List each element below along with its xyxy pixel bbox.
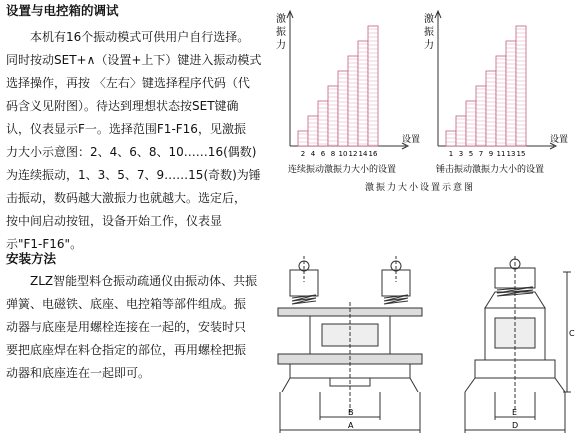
x-tick-label: 5 [468,150,474,158]
x-tick-label: 1 [448,150,454,158]
x-axis-label: 设置 [550,135,569,145]
text-line: 同时按动SET+∧（设置+上下）键进入振动模式 [6,53,262,67]
text-line: 动器与底座是用螺栓连接在一起的，安装时只 [6,320,247,334]
bar [446,131,456,146]
text-line: 认，仪表显示F一。选择范围F1-F16，见激振 [6,122,246,136]
y-axis-label-char: 激 [276,14,286,25]
x-tick-label: 14 [358,150,368,158]
dimension-label-E: E [512,408,518,417]
text-line: 为连续振动，1、3、5、7、9……15(奇数)为锤 [6,168,261,182]
text-line: 要把底座焊在料仓指定的部位，再用螺栓把振 [6,343,247,357]
section-title-setup: 设置与电控箱的调试 [6,3,119,18]
text-line: 弹簧、电磁铁、底座、电控箱等部件组成。振 [6,297,247,311]
y-axis-label-char: 力 [276,40,286,51]
x-tick-label: 2 [300,150,306,158]
text-line: 码含义见附图）。待达到理想状态按SET键确 [6,99,239,113]
chart-hammer [424,11,568,175]
bar [506,41,516,146]
section-title-install: 安装方法 [6,251,57,266]
bar [516,26,526,146]
bar [486,71,496,146]
x-axis-label: 设置 [402,135,421,145]
bar [466,101,476,146]
text-line: 选择操作，再按 〈左右〉键选择程序代码（代 [6,76,250,90]
bar [358,41,368,146]
text-line: 本机有16个振动模式可供用户自行选择。 [30,30,250,44]
chart-continuous [276,11,420,175]
bar [496,56,506,146]
y-axis-label-char: 振 [424,27,434,38]
x-tick-label: 3 [458,150,464,158]
text-line: 力大小示意图：2、4、6、8、10……16(偶数) [6,145,257,159]
x-tick-label: 9 [488,150,494,158]
y-axis-label-char: 力 [424,40,434,51]
x-tick-label: 11 [496,150,506,158]
bar [338,71,348,146]
bar [318,101,328,146]
chart-caption: 连续振动激振力大小的设置 [287,165,397,175]
x-tick-label: 6 [320,150,326,158]
x-tick-label: 15 [516,150,526,158]
figure-caption: 激振力大小设置示意图 [364,183,476,193]
x-tick-label: 4 [310,150,316,158]
x-tick-label: 8 [330,150,336,158]
x-tick-label: 12 [348,150,358,158]
text-line: ZLZ智能型料仓振动疏通仪由振动体、共振 [30,274,258,288]
dimension-label-B: B [348,408,354,417]
x-tick-label: 16 [368,150,378,158]
vibrator-side-view-drawing [455,252,575,442]
x-tick-label: 13 [506,150,516,158]
excitation-force-figure [270,0,570,195]
text-line: 示"F1-F16"。 [6,237,83,251]
dimension-label-A: A [348,421,354,430]
y-axis-label-char: 激 [424,14,434,25]
text-line: 按中间启动按钮，设备开始工作，仪表显 [6,214,223,228]
vibrator-front-view-drawing [270,252,430,442]
bar [368,26,378,146]
bar [298,131,308,146]
x-tick-label: 7 [478,150,484,158]
chart-caption: 锤击振动激振力大小的设置 [435,165,545,175]
x-tick-label: 10 [338,150,348,158]
y-axis-label-char: 振 [276,27,286,38]
dimension-label-D: D [512,421,519,430]
text-line: 击振动，数码越大激振力也就越大。选定后， [6,191,247,205]
dimension-label-C: C [569,329,575,338]
bar [348,56,358,146]
text-line: 动器和底座连在一起即可。 [6,366,151,380]
